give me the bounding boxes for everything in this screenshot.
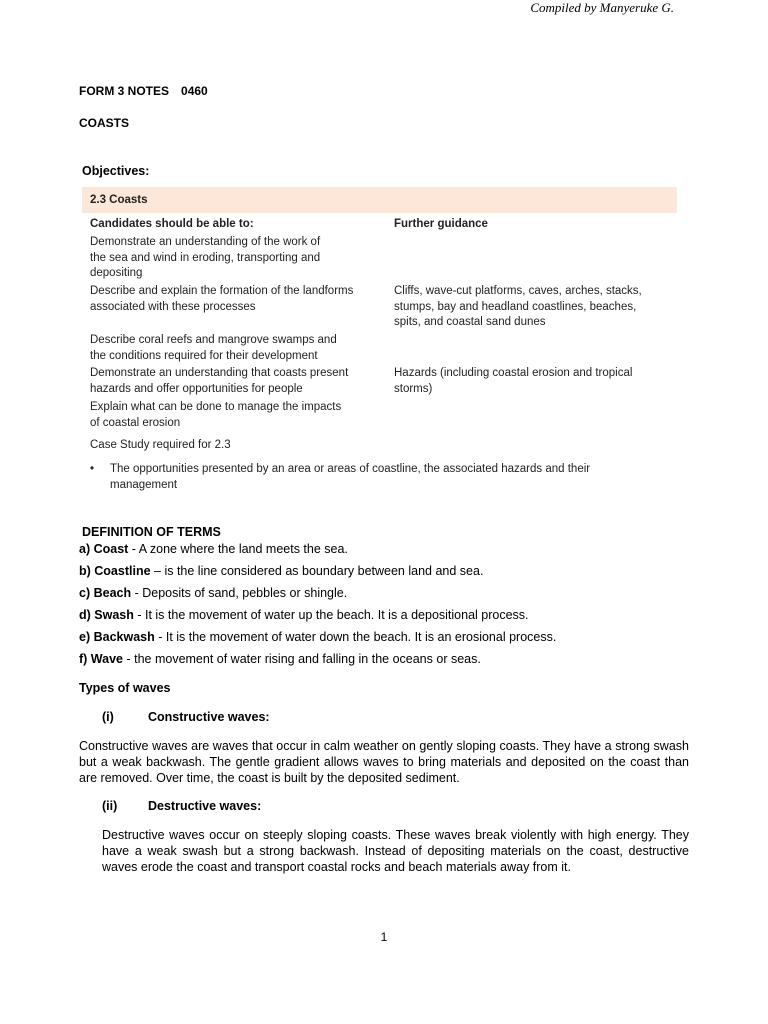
case-study-label: Case Study required for 2.3 xyxy=(90,439,231,451)
constructive-number: (i) xyxy=(102,710,114,724)
term-definition: - It is the movement of water up the beach. It is a depositional process. xyxy=(133,608,529,622)
guidance-line: Hazards (including coastal erosion and tropical xyxy=(394,367,633,379)
guidance-line: Cliffs, wave-cut platforms, caves, arches, stacks, xyxy=(394,285,642,297)
term: b) Coastline xyxy=(79,564,151,578)
objective-line: Demonstrate an understanding of the work of xyxy=(90,236,321,248)
term-definition: - A zone where the land meets the sea. xyxy=(128,542,348,556)
constructive-paragraph: Constructive waves are waves that occur in calm weather on gently sloping coasts. They have a strong swash but a weak backwash. The gentle gradient allows waves to bring materials and deposited on the coast than are removed. Over time, the coast is built by the deposited sediment. xyxy=(79,739,689,785)
objective-line: Describe coral reefs and mangrove swamps and xyxy=(90,334,337,346)
objectives-label: Objectives: xyxy=(82,164,150,178)
definition-beach xyxy=(79,586,347,600)
objective-2 xyxy=(90,284,365,315)
term: c) Beach xyxy=(79,586,132,600)
term: e) Backwash xyxy=(79,630,155,644)
bullet-line: management xyxy=(110,479,178,491)
objective-1 xyxy=(90,235,365,282)
constructive-heading: Constructive waves: xyxy=(148,710,270,724)
definition-backwash xyxy=(79,630,556,644)
guidance-line: spits, and coastal sand dunes xyxy=(394,316,546,328)
document-title xyxy=(79,84,208,98)
objective-4 xyxy=(90,366,365,397)
objective-line: the sea and wind in eroding, transporting and xyxy=(90,251,321,264)
compiler-note: Compiled by Manyeruke G. xyxy=(530,0,674,15)
objective-line: of coastal erosion xyxy=(90,416,181,429)
term: d) Swash xyxy=(79,608,134,622)
term-definition: - the movement of water rising and falling in the oceans or seas. xyxy=(123,652,481,666)
definitions-title: DEFINITION OF TERMS xyxy=(82,525,221,539)
objective-line: the conditions required for their development xyxy=(90,349,318,362)
objective-line: depositing xyxy=(90,267,143,279)
destructive-heading: Destructive waves: xyxy=(148,799,262,813)
objective-line: hazards and offer opportunities for people xyxy=(90,382,303,395)
page-number: 1 xyxy=(380,930,388,944)
term-definition: – is the line considered as boundary between land and sea. xyxy=(150,564,484,578)
form-label: FORM 3 NOTES xyxy=(79,84,170,98)
destructive-number: (ii) xyxy=(102,799,118,813)
term-definition: - It is the movement of water down the beach. It is an erosional process. xyxy=(154,630,557,644)
objective-line: associated with these processes xyxy=(90,300,256,313)
objective-3 xyxy=(90,333,365,364)
types-of-waves-heading: Types of waves xyxy=(79,681,171,695)
objective-line: Explain what can be done to manage the impacts xyxy=(90,401,342,413)
destructive-paragraph: Destructive waves occur on steeply sloping coasts. These waves break violently with high energy. They have a weak swash but a strong backwash. Instead of depositing materials on the coast, destructive waves erode the coast and transport coastal rocks and beach materials away from it. xyxy=(102,828,689,874)
definition-swash xyxy=(79,608,529,622)
column-header-candidates: Candidates should be able to: xyxy=(90,218,254,230)
term: a) Coast xyxy=(79,542,129,556)
guidance-line: storms) xyxy=(394,382,433,395)
subject-code: 0460 xyxy=(181,84,208,98)
definition-coastline xyxy=(79,564,483,578)
term: f) Wave xyxy=(79,652,123,666)
column-header-guidance: Further guidance xyxy=(394,218,488,230)
definition-wave xyxy=(79,652,481,666)
syllabus-box xyxy=(82,187,677,491)
guidance-2 xyxy=(394,284,664,331)
section-title: COASTS xyxy=(79,116,130,130)
guidance-line: stumps, bay and headland coastlines, beaches, xyxy=(394,300,637,313)
definition-coast xyxy=(79,542,348,556)
term-definition: - Deposits of sand, pebbles or shingle. xyxy=(131,586,348,600)
objective-line: Demonstrate an understanding that coasts present xyxy=(90,367,349,379)
bullet-line: The opportunities presented by an area or areas of coastline, the associated hazards and their xyxy=(110,463,591,475)
objective-line: Describe and explain the formation of the landforms xyxy=(90,285,354,297)
guidance-4 xyxy=(394,366,664,397)
objective-5 xyxy=(90,400,365,431)
syllabus-heading: 2.3 Coasts xyxy=(82,187,677,213)
bullet-icon: • xyxy=(90,463,95,475)
